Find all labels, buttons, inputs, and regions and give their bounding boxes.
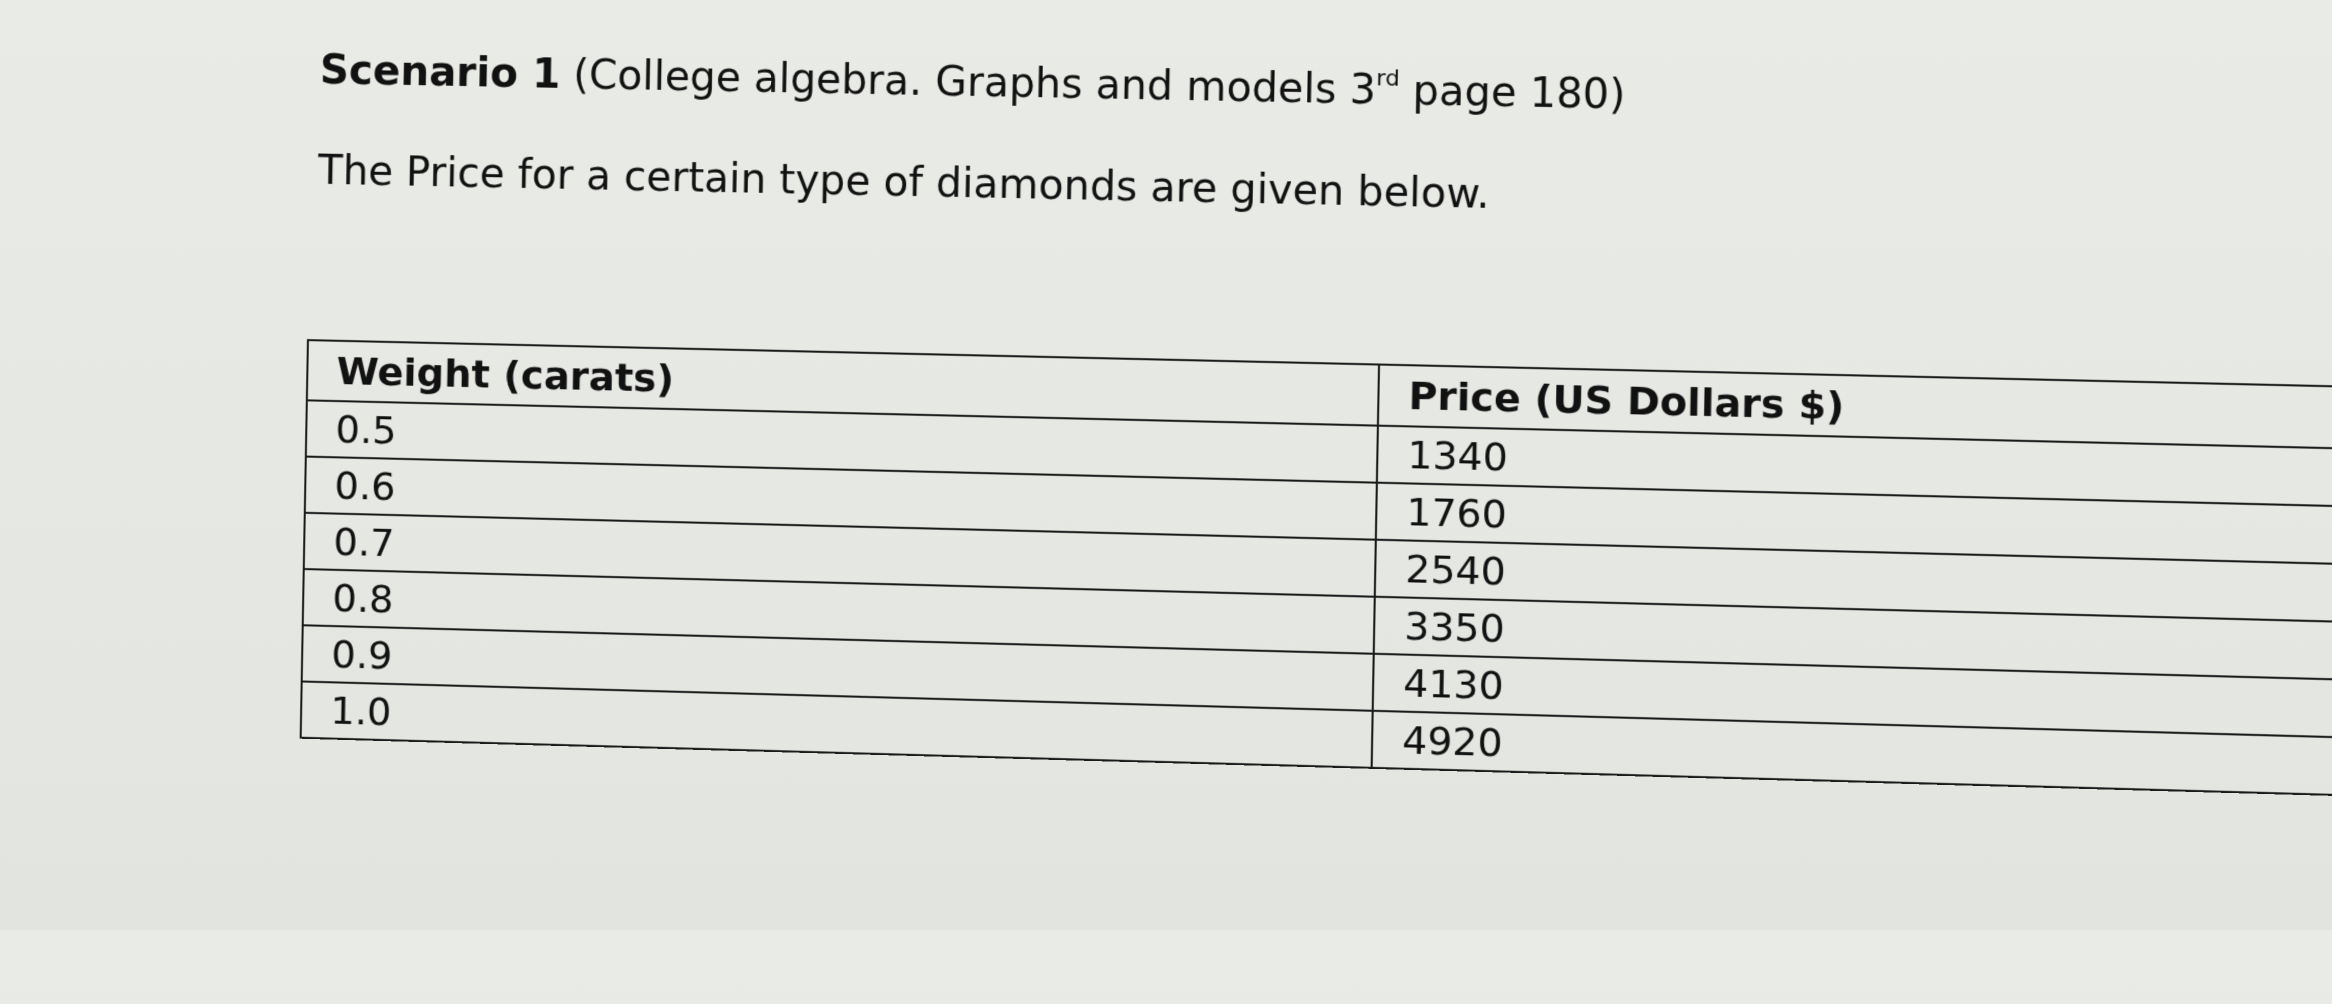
edition-superscript: rd [1376,65,1400,92]
header-price: Price (US Dollars $) [1378,365,2332,449]
cell-price: 1760 [1376,483,2332,564]
cell-price: 3350 [1374,597,2332,680]
cell-price: 4130 [1373,654,2332,737]
cell-weight: 0.6 [305,457,1377,540]
cell-price: 4920 [1372,711,2332,795]
intro-text: The Price for a certain type of diamonds are given below. [317,147,1491,219]
cell-weight: 0.5 [306,400,1378,482]
scenario-source-page: page 180) [1399,67,1626,119]
cell-weight: 0.8 [303,569,1375,654]
scenario-heading [320,46,1626,120]
cell-price: 1340 [1377,426,2332,507]
diamond-price-table [300,339,2332,796]
cell-weight: 0.9 [302,625,1374,711]
cell-weight: 1.0 [301,681,1373,767]
cell-price: 2540 [1375,540,2332,622]
cell-weight: 0.7 [304,513,1376,597]
scenario-source: (College algebra. Graphs and models 3 [559,51,1377,114]
header-weight: Weight (carats) [307,340,1379,426]
scenario-title: Scenario 1 [319,47,561,98]
